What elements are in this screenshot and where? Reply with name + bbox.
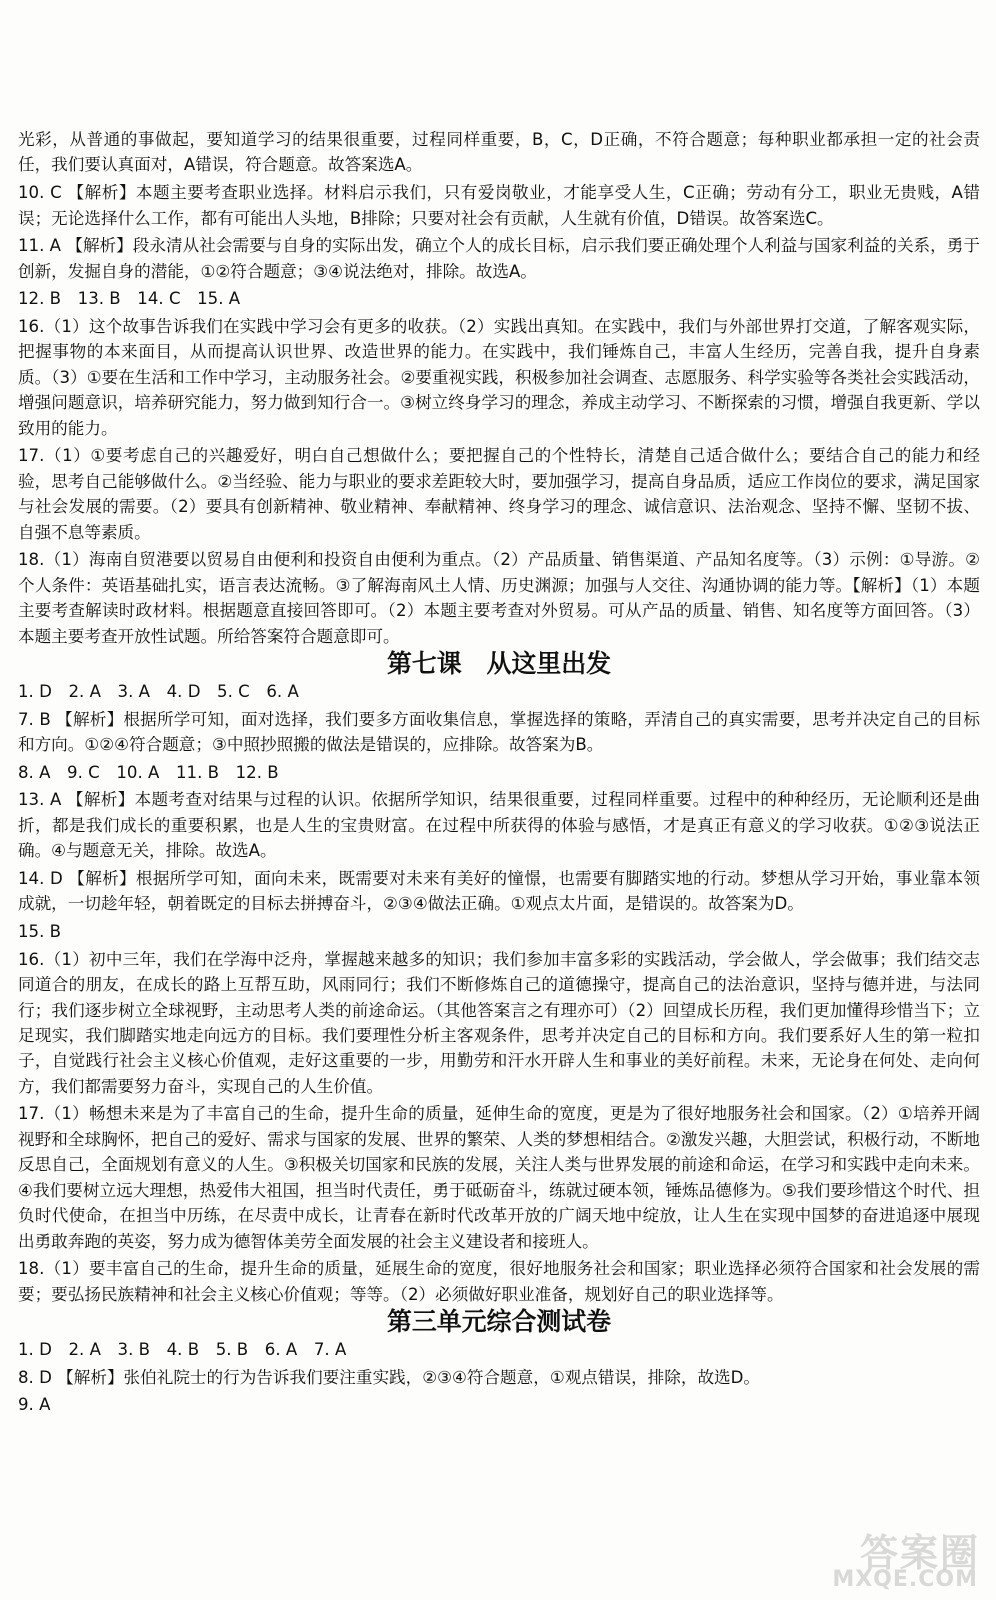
answer-paragraph: 14. D 【解析】根据所学可知，面向未来，既需要对未来有美好的憧憬，也需要有脚踏实地的行动。梦想从学习开始，事业靠本领成就，一切趁年轻，朝着既定的目标去拼搏奋斗，②③④做法正确。①观点太片面，是错误的。故答案为D。: [18, 868, 980, 914]
answer-paragraph: 15. B: [18, 922, 62, 942]
answer-paragraph: 1. D 2. A 3. A 4. D 5. C 6. A: [18, 681, 299, 701]
answer-paragraph: 9. A: [18, 1395, 51, 1415]
answer-paragraph: 11. A 【解析】段永清从社会需要与自身的实际出发，确立个人的成长目标，启示我们要正确处理个人利益与国家利益的关系，勇于创新，发掘自身的潜能，①②符合题意；③④说法绝对，排除。故选A。: [18, 236, 980, 281]
watermark-top-text: 答案圈: [859, 1531, 980, 1575]
answer-paragraph: 光彩，从普通的事做起，要知道学习的结果很重要，过程同样重要，B，C，D正确，不符合题意；每种职业都承担一定的社会责任，我们要认真面对，A错误，符合题意。故答案选A。: [18, 130, 980, 175]
answer-paragraph: 10. C 【解析】本题主要考查职业选择。材料启示我们，只有爱岗敬业，才能享受人生，C正确；劳动有分工，职业无贵贱，A错误；无论选择什么工作，都有可能出人头地，B排除；只要对社会有贡献，人生就有价值，D错误。故答案选C。: [18, 183, 980, 228]
answer-paragraph: 18.（1）要丰富自己的生命，提升生命的质量，延展生命的宽度，很好地服务社会和国家；职业选择必须符合国家和社会发展的需要；要弘扬民族精神和社会主义核心价值观；等等。（2）必须做好职业准备，规划好自己的职业选择等。: [18, 1259, 980, 1304]
section-heading: 第三单元综合测试卷: [386, 1307, 612, 1337]
answer-paragraph: 1. D 2. A 3. B 4. B 5. B 6. A 7. A: [18, 1340, 347, 1360]
section-heading: 第七课 从这里出发: [386, 649, 612, 679]
answer-paragraph: 17.（1）①要考虑自己的兴趣爱好，明白自己想做什么；要把握自己的个性特长，清楚自己适合做什么；要结合自己的能力和经验，思考自己能够做什么。②当经验、能力与职业的要求差距较大时，要加强学习，提高自身品质，适应工作岗位的要求，满足国家与社会发展的需要。（2）要具有创新精神、敬业精神、奉献精神、终身学习的理念、诚信意识、法治观念、坚持不懈、坚韧不拔、自强不息等素质。: [18, 446, 980, 542]
answer-paragraph: 8. D 【解析】张伯礼院士的行为告诉我们要注重实践，②③④符合题意，①观点错误，排除，故选D。: [18, 1367, 761, 1387]
answer-paragraph: 12. B 13. B 14. C 15. A: [18, 289, 241, 309]
answer-paragraph: 17.（1）畅想未来是为了丰富自己的生命，提升生命的质量，延伸生命的宽度，更是为了很好地服务社会和国家。（2）①培养开阔视野和全球胸怀，把自己的爱好、需求与国家的发展、世界的繁荣、人类的梦想相结合。②激发兴趣，大胆尝试，积极行动，不断地反思自己，全面规划有意义的人生。③积极关切国家和民族的发展，关注人类与世界发展的前途和命运，在学习和实践中走向未来。④我们要树立远大理想，热爱伟大祖国，担当时代责任，勇于砥砺奋斗，练就过硬本领，锤炼品德修为。⑤我们要珍惜这个时代、担负时代使命，在担当中历练，在尽责中成长，让青春在新时代改革开放的广阔天地中绽放，让人生在实现中国梦的奋进追逐中展现出勇敢奔跑的英姿，努力成为德智体美劳全面发展的社会主义建设者和接班人。: [18, 1104, 980, 1251]
answer-paragraph: 16.（1）这个故事告诉我们在实践中学习会有更多的收获。（2）实践出真知。在实践中，我们与外部世界打交道，了解客观实际，把握事物的本来面目，从而提高认识世界、改造世界的能力。在实践中，我们锤炼自己，丰富人生经历，完善自我，提升自身素质。（3）①要在生活和工作中学习，主动服务社会。②要重视实践，积极参加社会调查、志愿服务、科学实验等各类社会实践活动，增强问题意识，培养研究能力，努力做到知行合一。③树立终身学习的理念，养成主动学习、不断探索的习惯，增强自我更新、学以致用的能力。: [18, 317, 980, 438]
answer-paragraph: 8. A 9. C 10. A 11. B 12. B: [18, 762, 279, 782]
answer-paragraph: 16.（1）初中三年，我们在学海中泛舟，掌握越来越多的知识；我们参加丰富多彩的实践活动，学会做人，学会做事；我们结交志同道合的朋友，在成长的路上互帮互助，风雨同行；我们不断修炼自己的道德操守，提高自己的法治意识，坚持与德并进，与法同行；我们逐步树立全球视野，主动思考人类的前途命运。（其他答案言之有理亦可）（2）回望成长历程，我们更加懂得珍惜当下；立足现实，我们脚踏实地走向远方的目标。我们要理性分析主客观条件，思考并决定自己的目标和方向。我们要系好人生的第一粒扣子，自觉践行社会主义核心价值观，走好这重要的一步，用勤劳和汗水开辟人生和事业的美好前程。未来，无论身在何处、走向何方，我们都需要努力奋斗，实现自己的人生价值。: [18, 949, 980, 1096]
answer-content: [18, 127, 980, 1420]
answer-paragraph: 13. A 【解析】本题考查对结果与过程的认识。依据所学知识，结果很重要，过程同样重要。过程中的种种经历，无论顺利还是曲折，都是我们成长的重要积累，也是人生的宝贵财富。在过程中所获得的体验与感悟，才是真正有意义的学习收获。①②③说法正确。④与题意无关，排除。故选A。: [18, 790, 980, 861]
answer-paragraph: 7. B 【解析】根据所学可知，面对选择，我们要多方面收集信息，掌握选择的策略，弄清自己的真实需要，思考并决定自己的目标和方向。①②④符合题意；③中照抄照搬的做法是错误的，应排除。故答案为B。: [18, 709, 980, 755]
answer-paragraph: 18.（1）海南自贸港要以贸易自由便利和投资自由便利为重点。（2）产品质量、销售渠道、产品知名度等。（3）示例：①导游。②个人条件：英语基础扎实，语言表达流畅。③了解海南风土人情、历史渊源；加强与人交往、沟通协调的能力等。【解析】（1）本题主要考查解读时政材料。根据题意直接回答即可。（2）本题主要考查对外贸易。可从产品的质量、销售、知名度等方面回答。（3）本题主要考查开放性试题。所给答案符合题意即可。: [18, 550, 980, 646]
watermark-bottom-text: MXQE.COM: [832, 1567, 978, 1592]
watermark-logo: [818, 1522, 988, 1592]
